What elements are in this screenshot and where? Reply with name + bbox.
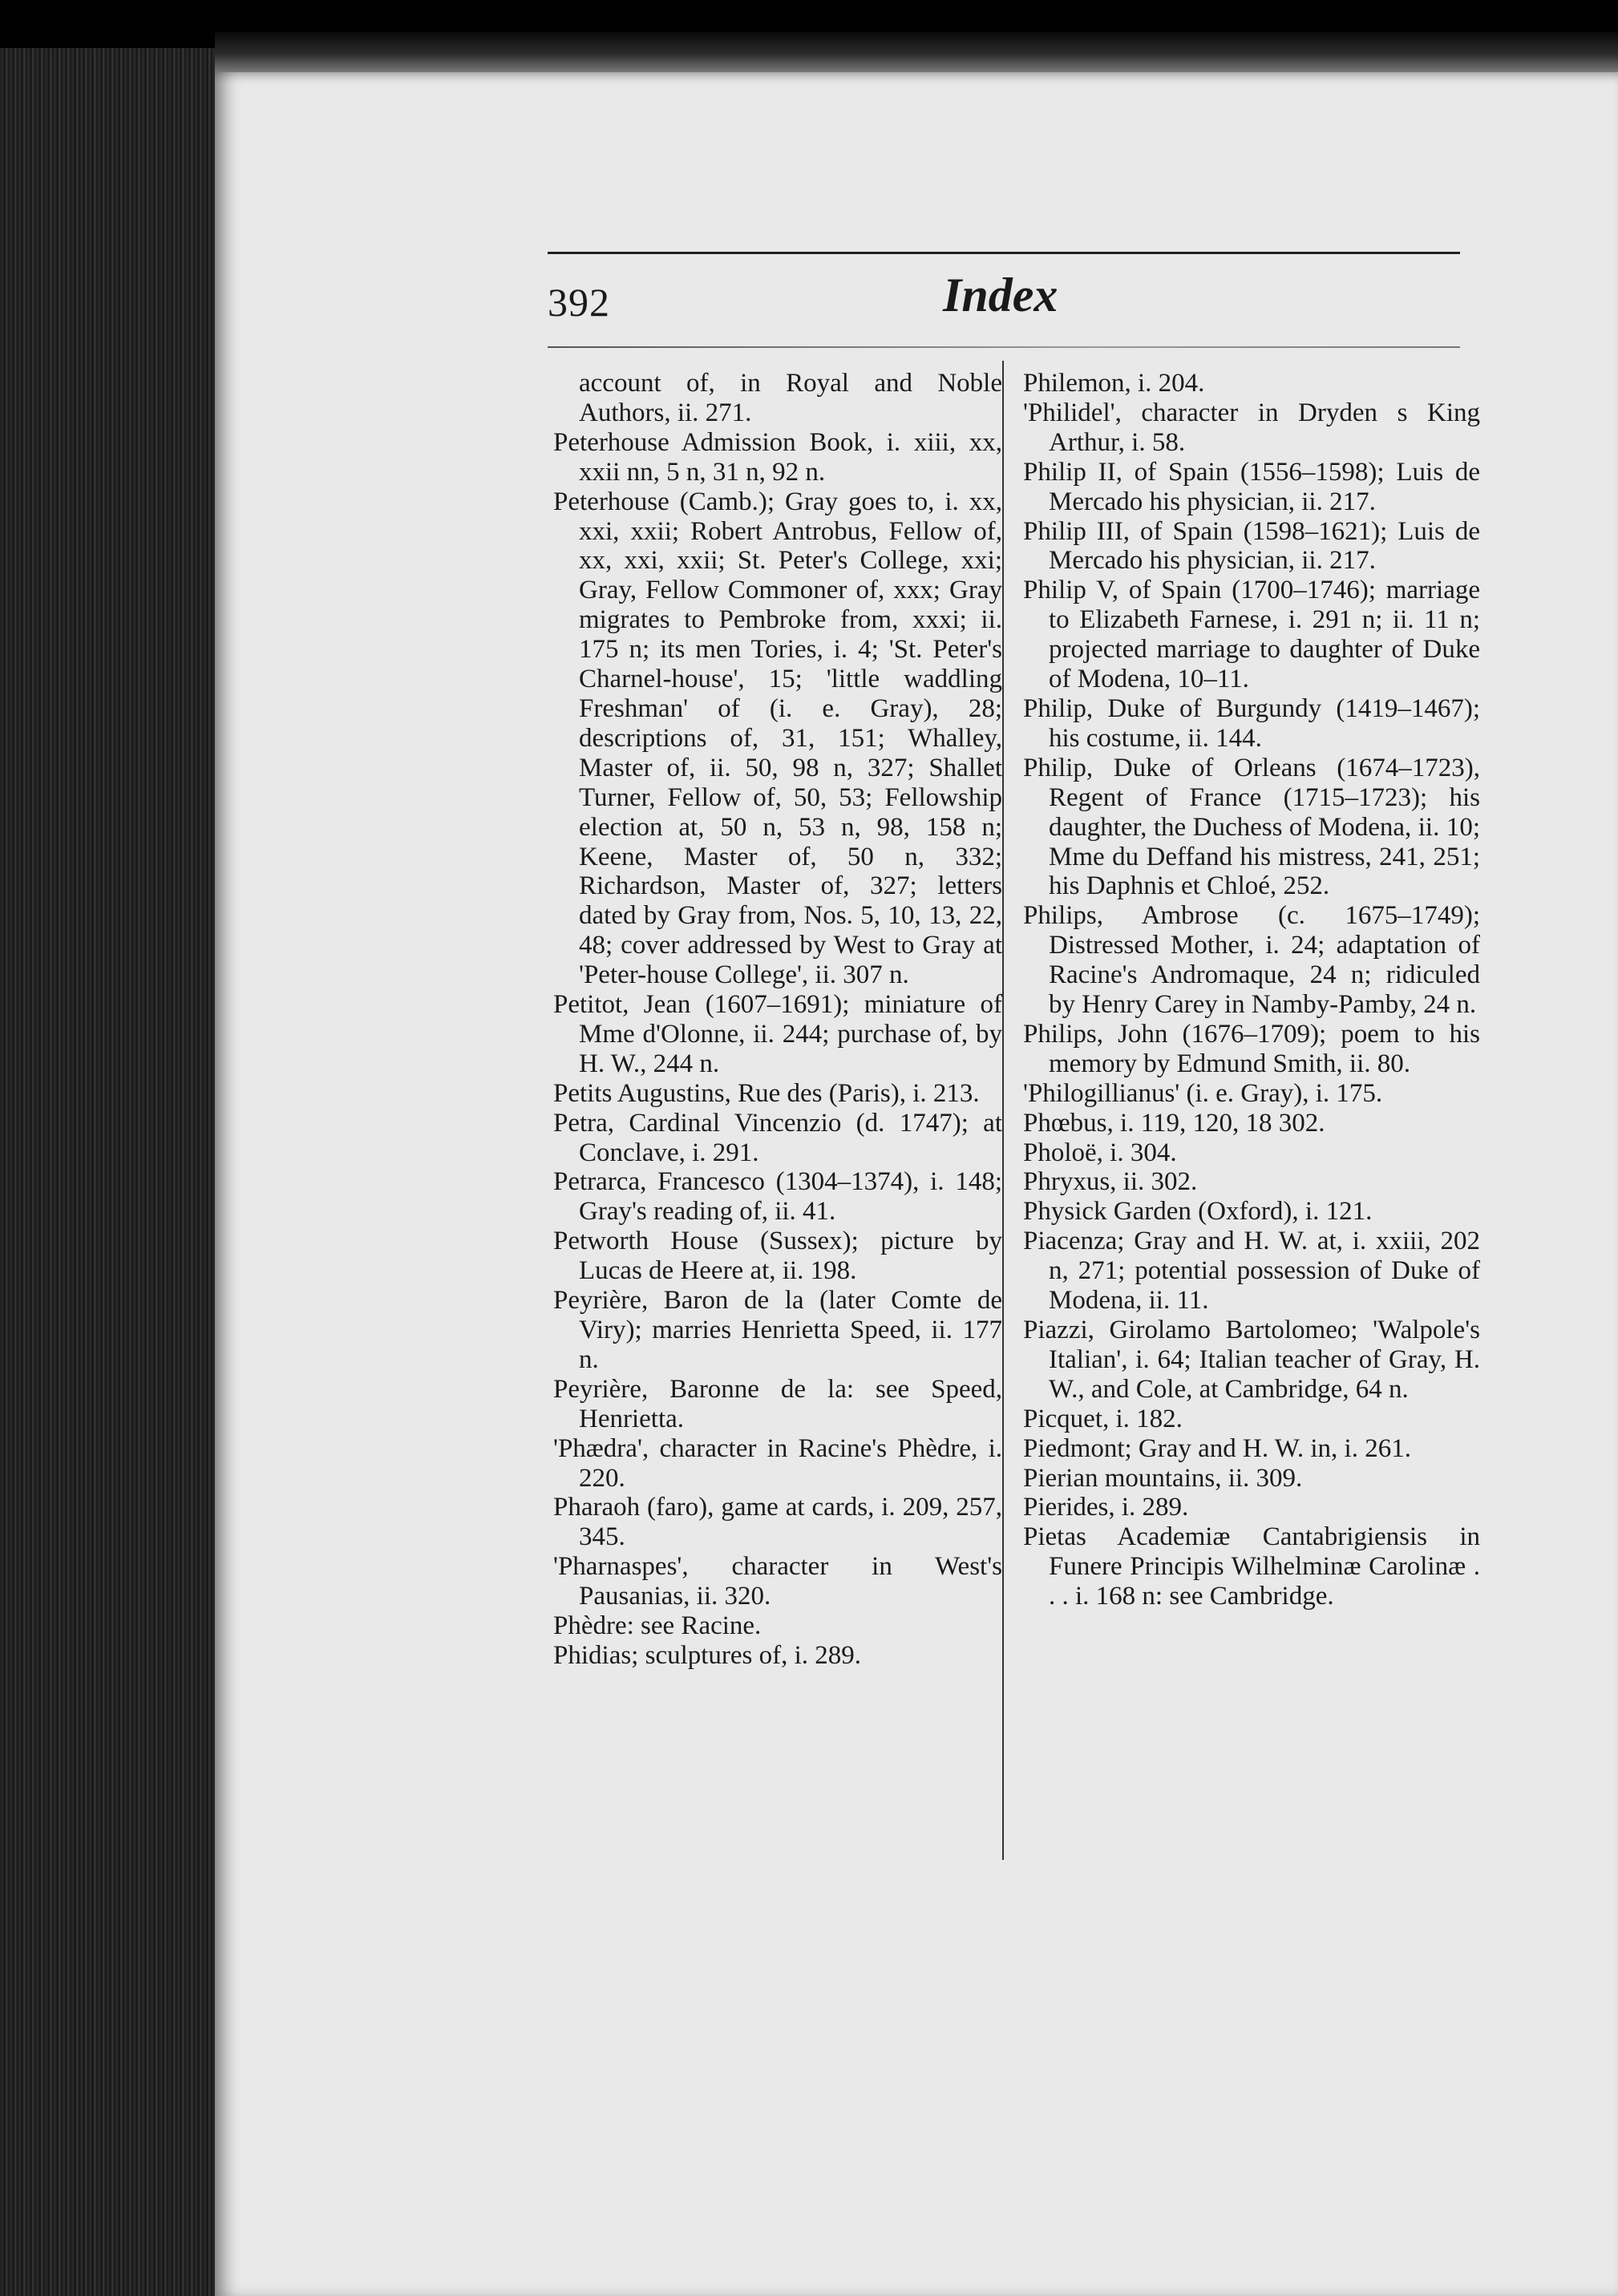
page-number: 392: [548, 280, 610, 325]
index-entry: Phœbus, i. 119, 120, 18 302.: [1023, 1108, 1325, 1138]
index-entry: Philip III, of Spain (1598–1621); Luis de Mercado his physician, ii. 217.: [1023, 516, 1480, 576]
index-entry: Philemon, i. 204.: [1023, 369, 1205, 398]
index-entry: Pharaoh (faro), game at cards, i. 209, 257, 345.: [553, 1493, 1002, 1552]
index-entry: Philips, Ambrose (c. 1675–1749); Distressed Mother, i. 24; adaptation of Racine's Andromaque, 24 n; ridiculed by Henry Carey in Namby-Pamby, 24 n.: [1023, 901, 1480, 1020]
index-entry: Petra, Cardinal Vincenzio (d. 1747); at Conclave, i. 291.: [553, 1108, 1002, 1167]
index-entry: Peterhouse (Camb.); Gray goes to, i. xx, xxi, xxii; Robert Antrobus, Fellow of, xx, xxi, xxii; St. Peter's College, xxi; Gray, Fellow Commoner of, xxx; Gray migrates to Pembroke from, xxxi; ii. 175 n; its men Tories, i. 4; 'St. Peter's Charnel-house', 15; 'little waddling Freshman' of (i. e. Gray), 28; descriptions of, 31, 151; Whalley, Master of, ii. 50, 98 n, 327; Shallet Turner, Fellow of, 50, 53; Fellowship election at, 50 n, 53 n, 98, 158 n; Keene, Master of, 50 n, 332; Richardson, Master of, 327; letters dated by Gray from, Nos. 5, 10, 13, 22, 48; cover addressed by West to Gray at 'Peter-house College', ii. 307 n.: [553, 487, 1002, 990]
index-entry: Philip, Duke of Burgundy (1419–1467); his costume, ii. 144.: [1023, 693, 1480, 753]
index-entry: Pierides, i. 289.: [1023, 1493, 1189, 1522]
index-entry: Philip V, of Spain (1700–1746); marriage to Elizabeth Farnese, i. 291 n; ii. 11 n; projected marriage to daughter of Duke of Modena, 10–11.: [1023, 576, 1480, 694]
index-entry: Philip, Duke of Orleans (1674–1723), Regent of France (1715–1723); his daughter, the Duchess of Modena, ii. 10; Mme du Deffand his mistress, 241, 251; his Daphnis et Chloé, 252.: [1023, 753, 1480, 901]
index-entry: Piazzi, Girolamo Bartolomeo; 'Walpole's Italian', i. 64; Italian teacher of Gray, H. W., and Cole, at Cambridge, 64 n.: [1023, 1316, 1480, 1404]
index-column-left: [553, 369, 1002, 1671]
index-entry: account of, in Royal and Noble Authors, ii. 271.: [579, 369, 1002, 427]
index-entry: 'Philidel', character in Dryden s King Arthur, i. 58.: [1023, 398, 1480, 457]
index-entry: Phryxus, ii. 302.: [1023, 1167, 1198, 1197]
index-entry: Pierian mountains, ii. 309.: [1023, 1463, 1303, 1493]
index-entry: 'Phædra', character in Racine's Phèdre, i. 220.: [553, 1433, 1002, 1493]
index-entry: Piacenza; Gray and H. W. at, i. xxiii, 202 n, 271; potential possession of Duke of Modena, ii. 11.: [1023, 1227, 1480, 1316]
header-rule: [548, 252, 1460, 254]
index-entry: Piedmont; Gray and H. W. in, i. 261.: [1023, 1433, 1411, 1463]
index-entry: Peterhouse Admission Book, i. xiii, xx, xxii nn, 5 n, 31 n, 92 n.: [553, 427, 1002, 487]
index-entry: Philip II, of Spain (1556–1598); Luis de Mercado his physician, ii. 217.: [1023, 457, 1480, 516]
index-entry: Phèdre: see Racine.: [553, 1611, 762, 1641]
index-entry: Petits Augustins, Rue des (Paris), i. 213.: [553, 1078, 980, 1108]
index-entry: Petitot, Jean (1607–1691); miniature of Mme d'Olonne, ii. 244; purchase of, by H. W., 244 n.: [553, 990, 1002, 1078]
index-entry: Pietas Academiæ Cantabrigiensis in Funere Principis Wilhelminæ Carolinæ . . . i. 168 n: see Cambridge.: [1023, 1522, 1480, 1611]
index-entry: Pholoë, i. 304.: [1023, 1138, 1177, 1167]
index-entry: Physick Garden (Oxford), i. 121.: [1023, 1197, 1373, 1227]
index-column-right: [1023, 369, 1480, 1611]
header-underline: [548, 346, 1460, 348]
index-entry: Phidias; sculptures of, i. 289.: [553, 1640, 862, 1670]
index-entry: Picquet, i. 182.: [1023, 1404, 1183, 1433]
index-entry: Peyrière, Baronne de la: see Speed, Henrietta.: [553, 1374, 1002, 1433]
index-entry: Petworth House (Sussex); picture by Lucas de Heere at, ii. 198.: [553, 1227, 1002, 1286]
index-entry: Peyrière, Baron de la (later Comte de Viry); marries Henrietta Speed, ii. 177 n.: [553, 1286, 1002, 1374]
page-title: Index: [943, 269, 1058, 321]
book-gutter: [0, 48, 241, 2296]
column-divider: [1002, 361, 1004, 1860]
index-entry: Petrarca, Francesco (1304–1374), i. 148; Gray's reading of, ii. 41.: [553, 1167, 1002, 1227]
index-entry: Philips, John (1676–1709); poem to his memory by Edmund Smith, ii. 80.: [1023, 1019, 1480, 1078]
index-entry: 'Pharnaspes', character in West's Pausanias, ii. 320.: [553, 1552, 1002, 1611]
index-entry: 'Philogillianus' (i. e. Gray), i. 175.: [1023, 1078, 1383, 1108]
